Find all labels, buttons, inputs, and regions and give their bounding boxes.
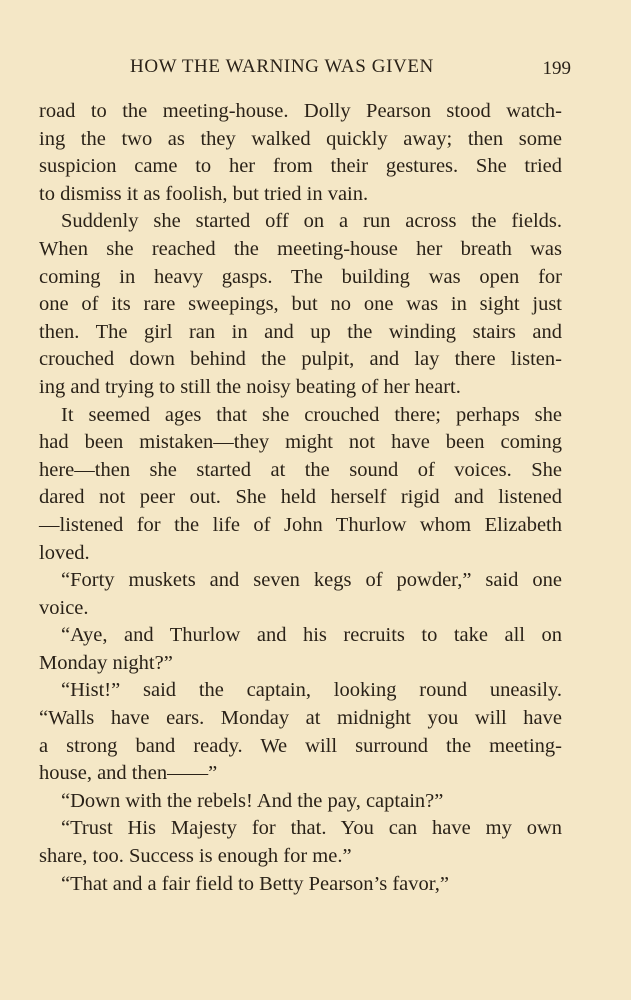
text-line: had been mistaken—they might not have been coming (39, 431, 562, 454)
text-line: loved. (39, 541, 90, 564)
text-line: “Forty muskets and seven kegs of powder,” said one (61, 569, 562, 592)
body-text (39, 98, 562, 898)
text-line: Monday night?” (39, 651, 173, 674)
paragraph (39, 788, 562, 816)
page-number: 199 (542, 58, 571, 79)
text-line: “Trust His Majesty for that. You can have my own (61, 817, 562, 840)
text-line: “That and a fair field to Betty Pearson’s favor,” (61, 872, 449, 895)
paragraph (39, 208, 562, 401)
text-line: one of its rare sweepings, but no one was in sight just (39, 293, 562, 316)
paragraph (39, 677, 562, 787)
text-line: crouched down behind the pulpit, and lay there listen- (39, 348, 562, 371)
text-line: ing and trying to still the noisy beating of her heart. (39, 375, 461, 398)
paragraph (39, 622, 562, 677)
text-line: voice. (39, 596, 89, 619)
running-head: HOW THE WARNING WAS GIVEN (130, 56, 434, 77)
text-line: a strong band ready. We will surround the meeting- (39, 734, 562, 757)
text-line: “Hist!” said the captain, looking round uneasily. (61, 679, 562, 702)
text-line: to dismiss it as foolish, but tried in vain. (39, 182, 369, 205)
text-line: here—then she started at the sound of voices. She (39, 458, 562, 481)
page-header (130, 56, 571, 84)
text-line: dared not peer out. She held herself rigid and listened (39, 486, 562, 509)
text-line: road to the meeting-house. Dolly Pearson stood watch- (39, 100, 562, 122)
paragraph (39, 567, 562, 622)
text-line: then. The girl ran in and up the winding stairs and (39, 320, 562, 343)
text-line: house, and then——” (39, 762, 218, 785)
text-line: When she reached the meeting-house her breath was (39, 237, 562, 260)
text-line: “Walls have ears. Monday at midnight you will have (39, 707, 562, 730)
text-line: coming in heavy gasps. The building was open for (39, 265, 562, 288)
text-line: suspicion came to her from their gestures. She tried (39, 155, 562, 178)
text-line: “Down with the rebels! And the pay, captain?” (61, 789, 444, 812)
text-line: —listened for the life of John Thurlow whom Elizabeth (39, 513, 562, 536)
paragraph (39, 402, 562, 568)
paragraph (39, 815, 562, 870)
text-line: Suddenly she started off on a run across the fields. (61, 210, 562, 233)
text-line: “Aye, and Thurlow and his recruits to take all on (61, 624, 562, 647)
text-line: share, too. Success is enough for me.” (39, 845, 352, 868)
paragraph (39, 98, 562, 208)
paragraph (39, 871, 562, 899)
text-line: It seemed ages that she crouched there; perhaps she (61, 403, 562, 426)
text-line: ing the two as they walked quickly away; then some (39, 127, 562, 150)
